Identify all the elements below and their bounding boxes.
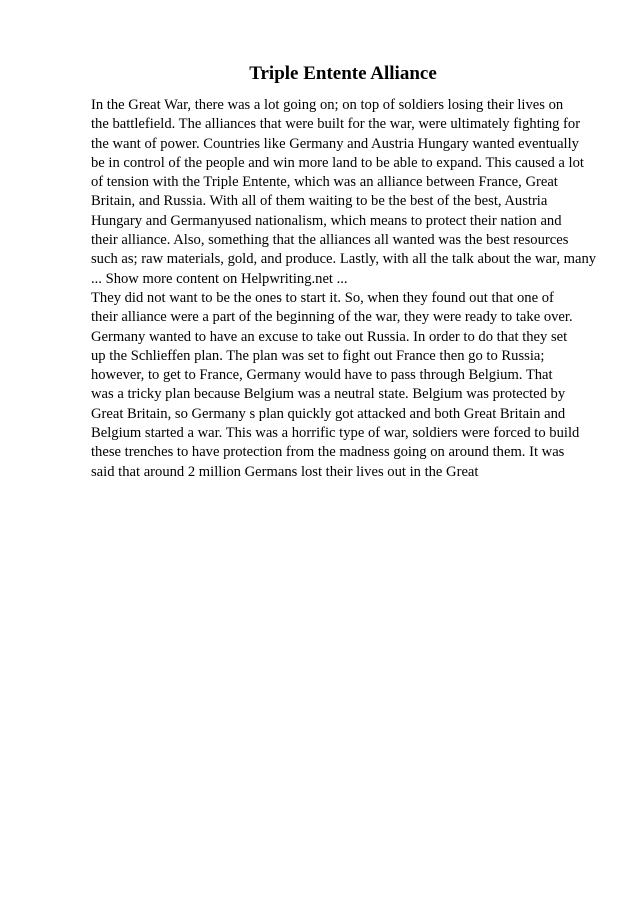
body-line: Great Britain, so Germany s plan quickly got attacked and both Great Britain and: [91, 405, 566, 422]
body-line: these trenches to have protection from the madness going on around them. It was: [91, 444, 565, 461]
body-line: however, to get to France, Germany would have to pass through Belgium. That: [91, 367, 553, 384]
body-line: They did not want to be the ones to start it. So, when they found out that one of: [91, 289, 554, 306]
show-more-link[interactable]: ... Show more content on Helpwriting.net ...: [91, 270, 348, 287]
body-line: In the Great War, there was a lot going on; on top of soldiers losing their lives on: [91, 97, 564, 113]
body-line: their alliance were a part of the beginning of the war, they were ready to take over.: [91, 309, 573, 326]
body-line: the battlefield. The alliances that were built for the war, were ultimately fighting for: [91, 116, 581, 133]
body-line: of tension with the Triple Entente, which was an alliance between France, Great: [91, 174, 558, 191]
body-line: such as; raw materials, gold, and produce. Lastly, with all the talk about the war, many: [91, 251, 597, 268]
body-line: Belgium started a war. This was a horrific type of war, soldiers were forced to build: [91, 425, 580, 442]
body-line: be in control of the people and win more land to be able to expand. This caused a lot: [91, 154, 584, 171]
body-line: Germany wanted to have an excuse to take out Russia. In order to do that they set: [91, 328, 568, 345]
body-line: their alliance. Also, something that the alliances all wanted was the best resources: [91, 232, 569, 249]
document-body: [91, 96, 611, 482]
document-title: Triple Entente Alliance: [249, 63, 437, 84]
body-line: Hungary and Germanyused nationalism, which means to protect their nation and: [91, 212, 562, 229]
body-line: was a tricky plan because Belgium was a neutral state. Belgium was protected by: [91, 386, 566, 403]
body-line: said that around 2 million Germans lost their lives out in the Great: [91, 463, 479, 480]
body-line: the want of power. Countries like Germany and Austria Hungary wanted eventually: [91, 135, 579, 152]
body-line: Britain, and Russia. With all of them waiting to be the best of the best, Austria: [91, 193, 548, 210]
body-line: up the Schlieffen plan. The plan was set to fight out France then go to Russia;: [91, 347, 545, 364]
